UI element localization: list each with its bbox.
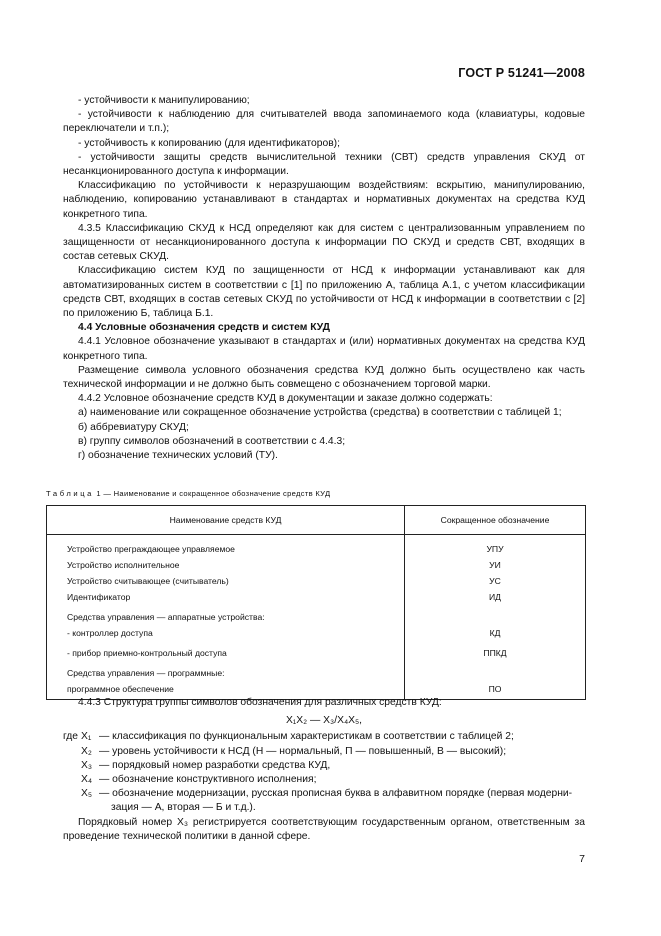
variable-text: — обозначение конструктивного исполнения;	[99, 774, 317, 786]
variable-symbol: X₁	[81, 731, 92, 743]
variable-definition	[63, 773, 585, 787]
table-row	[47, 589, 586, 605]
list-item: в) группу символов обозначений в соответствии с 4.4.3;	[78, 435, 346, 447]
paragraph: Классификацию по устойчивости к неразрушающим воздействиям: вскрытию, манипулированию, наблюдению, копированию устанавливают в стандартах и нормативных документах на средства КУД конкретного типа.	[63, 180, 585, 220]
table-cell	[405, 661, 586, 681]
document-code: ГОСТ Р 51241—2008	[458, 66, 585, 80]
table-row	[47, 535, 586, 558]
table-row	[47, 625, 586, 641]
symbol-formula: X₁X₂ — X₃/X₄X₅,	[285, 715, 363, 727]
paragraph: - устойчивость к копированию (для идентификаторов);	[78, 137, 340, 149]
table-header-abbr: Сокращенное обозначение	[405, 506, 586, 535]
body-text-top	[63, 94, 585, 463]
table-cell: Устройство считывающее (считыватель)	[47, 573, 405, 589]
table-cell: ИД	[405, 589, 586, 605]
table-row	[47, 557, 586, 573]
table-cell: УИ	[405, 557, 586, 573]
table-row	[47, 641, 586, 661]
variable-lead	[63, 773, 81, 787]
list-item: б) аббревиатуру СКУД;	[78, 421, 189, 433]
table-cell: ППКД	[405, 641, 586, 661]
paragraph: Размещение символа условного обозначения средства КУД должно быть осуществлено как часть технической информации и не должно быть совмещено с обозначением торговой марки.	[63, 364, 585, 391]
table-cell: Устройство преграждающее управляемое	[47, 535, 405, 558]
paragraph: - устойчивости к манипулированию;	[78, 95, 250, 106]
list-item: а) наименование или сокращенное обозначение устройства (средства) в соответствии с таблицей 1;	[78, 407, 562, 419]
variable-lead	[63, 745, 81, 759]
table-cell: Идентификатор	[47, 589, 405, 605]
paragraph: 4.4.3 Структура группы символов обозначения для различных средств КУД:	[78, 697, 442, 708]
variable-text: — уровень устойчивости к НСД (Н — нормальный, П — повышенный, В — высокий);	[99, 745, 507, 757]
body-text-bottom	[63, 696, 585, 844]
table-caption-word: Таблица	[46, 489, 94, 498]
variable-definition	[63, 745, 585, 759]
paragraph: 4.3.5 Классификацию СКУД к НСД определяют как для систем с централизованным управлением по защищенности от несанкционированного доступа к информации ПО СКУД и средств СВТ, входящих в состав сетевых СКУД.	[63, 222, 585, 263]
paragraph: - устойчивости к наблюдению для считывателей ввода запоминаемого кода (клавиатуры, кодовые переключатели и т.п.);	[63, 109, 585, 135]
paragraph: Порядковый номер X₃ регистрируется соответствующим государственным органом, ответственным за проведение технической политики в данной сфере.	[63, 816, 585, 842]
list-item: г) обозначение технических условий (ТУ).	[78, 450, 278, 462]
table-cell: УС	[405, 573, 586, 589]
variable-symbol: X₂	[81, 745, 92, 757]
section-heading: 4.4 Условные обозначения средств и систем КУД	[78, 322, 330, 334]
paragraph: - устойчивости защиты средств вычислительной техники (СВТ) средств управления СКУД от несанкционированного доступа к информации.	[63, 151, 585, 178]
variable-lead	[63, 759, 81, 773]
table-cell: программное обеспечение	[47, 681, 405, 700]
table-row	[47, 605, 586, 625]
table-cell: КД	[405, 625, 586, 641]
table-cell: УПУ	[405, 535, 586, 558]
variable-definition	[63, 730, 585, 744]
table-cell: ПО	[405, 681, 586, 700]
variable-definition	[63, 787, 585, 801]
variable-text: — порядковый номер разработки средства КУД,	[99, 759, 331, 771]
variable-symbol: X₃	[81, 759, 93, 771]
variable-symbol: X₅	[81, 788, 93, 800]
page-number: 7	[579, 853, 585, 865]
table-cell: - контроллер доступа	[47, 625, 405, 641]
table-cell	[405, 605, 586, 625]
table-caption	[46, 489, 330, 498]
variable-symbol: X₄	[81, 774, 93, 786]
table-header-name: Наименование средств КУД	[47, 506, 405, 535]
variable-continuation: зация — А, вторая — Б и т.д.).	[111, 802, 256, 814]
paragraph: 4.4.1 Условное обозначение указывают в стандартах и (или) нормативных документах на средства КУД конкретного типа.	[63, 336, 585, 362]
table-cell: Устройство исполнительное	[47, 557, 405, 573]
table-row	[47, 573, 586, 589]
table-cell: - прибор приемно-контрольный доступа	[47, 641, 405, 661]
variable-text: — обозначение модернизации, русская прописная буква в алфавитном порядке (первая модерни-	[99, 788, 573, 800]
table-row	[47, 661, 586, 681]
variable-lead: где	[63, 731, 79, 743]
paragraph: Классификацию систем КУД по защищенности от НСД к информации устанавливают как для автоматизированных систем в соответствии с [1] по приложению А, таблица А.1, с учетом классификации средств СВТ, входящих в состав сетевых СКУД по устойчивости от НСД к информации в соответствии с [2] по приложению Б, таблица Б.1.	[63, 265, 585, 320]
table-caption-text: 1 — Наименование и сокращенное обозначение средств КУД	[96, 489, 331, 498]
table-cell: Средства управления — аппаратные устройства:	[47, 605, 405, 625]
table-cell: Средства управления — программные:	[47, 661, 405, 681]
variable-lead	[63, 787, 81, 801]
variable-definition	[63, 759, 585, 773]
kud-table	[46, 505, 586, 700]
variable-text: — классификация по функциональным характеристикам в соответствии с таблицей 2;	[99, 731, 514, 743]
paragraph: 4.4.2 Условное обозначение средств КУД в документации и заказе должно содержать:	[78, 393, 493, 405]
